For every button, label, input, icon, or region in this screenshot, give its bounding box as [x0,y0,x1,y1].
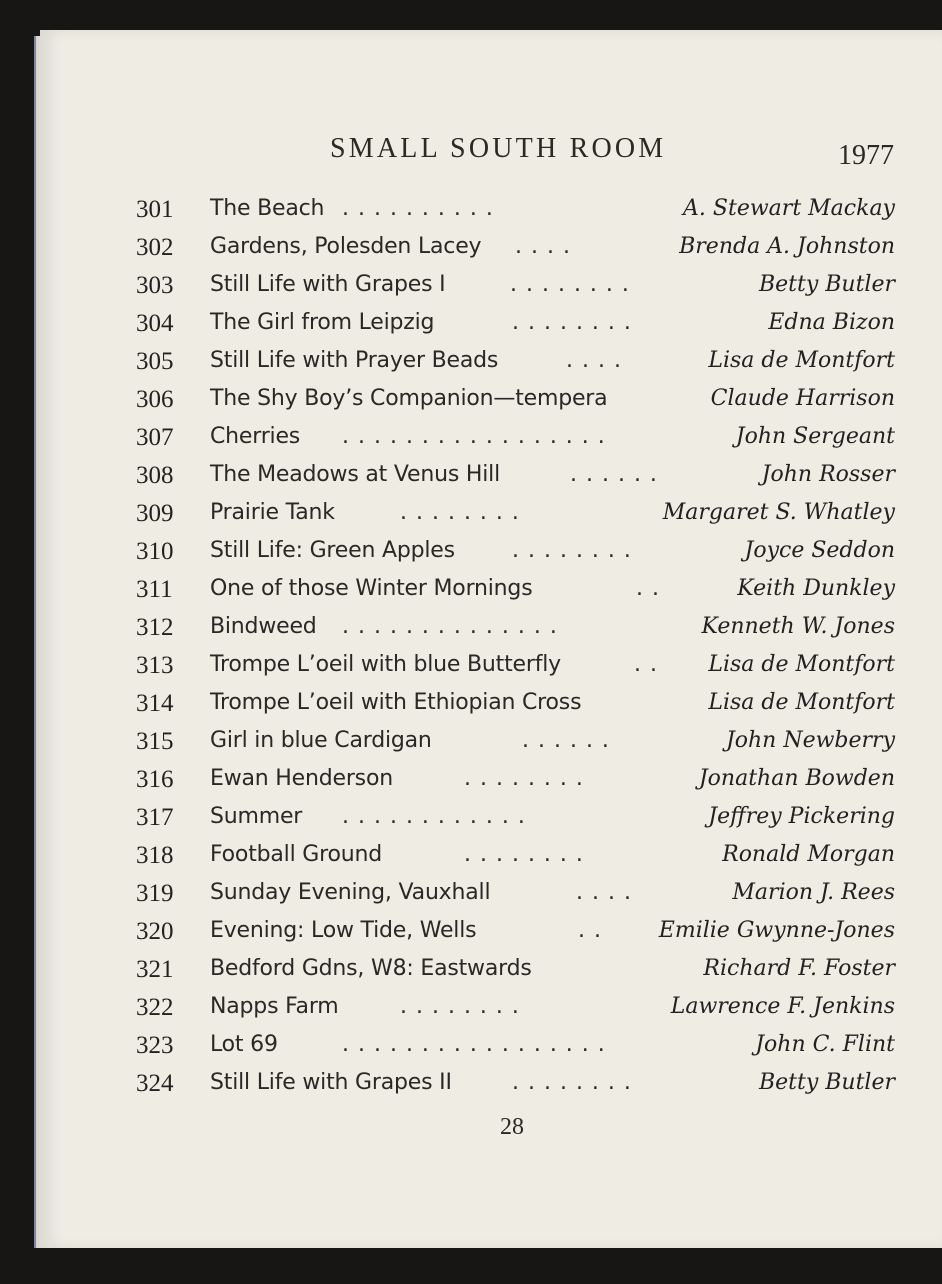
entry-number: 314 [136,690,174,717]
entry-number: 302 [136,234,174,261]
entry-artist: Claude Harrison [710,386,895,411]
entry-number: 323 [136,1032,174,1059]
entry-artist: Betty Butler [758,1070,895,1095]
catalogue-entry [0,272,942,310]
dot-leaders: . . . . . . . . [512,310,632,335]
dot-leaders: . . [578,918,602,943]
catalogue-entry [0,728,942,766]
dot-leaders: . . . . . . [522,728,610,753]
entry-artist: Keith Dunkley [737,576,895,601]
entry-artist: Jonathan Bowden [698,766,895,791]
dot-leaders: . . . . . . . . [400,500,520,525]
catalogue-entry [0,1070,942,1108]
catalogue-entry [0,196,942,234]
dot-leaders: . . . . . . . . . . . . [342,804,526,829]
catalogue-entry [0,652,942,690]
catalogue-entry [0,766,942,804]
dot-leaders: . . [636,576,660,601]
entry-title: Still Life: Green Apples [210,538,455,563]
entry-number: 303 [136,272,174,299]
entry-title: Ewan Henderson [210,766,393,791]
entry-title: Still Life with Prayer Beads [210,348,499,373]
dot-leaders: . . . . . . . . . . [342,196,494,221]
catalogue-entry [0,804,942,842]
entry-artist: Lisa de Montfort [708,652,895,677]
entry-artist: Brenda A. Johnston [679,234,895,259]
catalogue-entry [0,538,942,576]
catalogue-entry [0,880,942,918]
dot-leaders: . . [634,652,658,677]
entry-number: 313 [136,652,174,679]
entry-number: 305 [136,348,174,375]
dot-leaders: . . . . [576,880,632,905]
dot-leaders: . . . . [566,348,622,373]
catalogue-entry [0,842,942,880]
entry-title: Summer [210,804,303,829]
entry-number: 306 [136,386,174,413]
entry-number: 304 [136,310,174,337]
entry-title: The Meadows at Venus Hill [210,462,500,487]
catalogue-entry [0,500,942,538]
entry-number: 309 [136,500,174,527]
entry-title: Girl in blue Cardigan [210,728,432,753]
entry-artist: John Rosser [761,462,895,487]
dot-leaders: . . . . . . . . [464,766,584,791]
dot-leaders: . . . . . . . . . . . . . . [342,614,558,639]
entry-number: 301 [136,196,174,223]
entry-artist: Ronald Morgan [722,842,895,867]
entry-title: Napps Farm [210,994,339,1019]
entry-title: Trompe L’oeil with blue Butterfly [210,652,561,677]
entry-number: 316 [136,766,174,793]
dot-leaders: . . . . . . . . . . . . . . . . . [342,424,606,449]
catalogue-entry [0,956,942,994]
entry-artist: Margaret S. Whatley [662,500,895,525]
entry-number: 310 [136,538,174,565]
entry-number: 311 [136,576,173,603]
entry-title: Bedford Gdns, W8: Eastwards [210,956,532,981]
entry-artist: John C. Flint [755,1032,895,1057]
entry-number: 308 [136,462,174,489]
entry-title: The Girl from Leipzig [210,310,435,335]
catalogue-year: 1977 [838,140,894,171]
entry-artist: Emilie Gwynne-Jones [658,918,895,943]
entry-title: The Beach [210,196,325,221]
catalogue-entry [0,462,942,500]
entry-artist: A. Stewart Mackay [683,196,895,221]
entry-number: 322 [136,994,174,1021]
entry-title: Gardens, Polesden Lacey [210,234,482,259]
catalogue-entry [0,994,942,1032]
entry-title: Still Life with Grapes I [210,272,446,297]
entry-artist: John Sergeant [735,424,895,449]
entry-artist: Lisa de Montfort [708,690,895,715]
entry-title: Evening: Low Tide, Wells [210,918,477,943]
entry-title: Cherries [210,424,301,449]
entry-number: 320 [136,918,174,945]
dot-leaders: . . . . . . . . [400,994,520,1019]
catalogue-entry [0,576,942,614]
dot-leaders: . . . . . . . . [464,842,584,867]
catalogue-entry [0,1032,942,1070]
entry-number: 307 [136,424,174,451]
entry-artist: Betty Butler [758,272,895,297]
entry-artist: Kenneth W. Jones [701,614,895,639]
entry-artist: John Newberry [725,728,895,753]
dot-leaders: . . . . [515,234,571,259]
entry-number: 321 [136,956,174,983]
page-number: 28 [500,1114,524,1140]
catalogue-entry [0,234,942,272]
dot-leaders: . . . . . . . . [512,538,632,563]
entry-number: 315 [136,728,174,755]
dot-leaders: . . . . . . . . [510,272,630,297]
entry-artist: Lawrence F. Jenkins [670,994,895,1019]
entry-number: 317 [136,804,174,831]
entry-number: 319 [136,880,174,907]
room-title: SMALL SOUTH ROOM [330,133,667,164]
catalogue-entry [0,386,942,424]
dot-leaders: . . . . . . . . . . . . . . . . . [342,1032,606,1057]
entry-title: Lot 69 [210,1032,278,1057]
entry-artist: Richard F. Foster [703,956,895,981]
entry-title: Prairie Tank [210,500,335,525]
entry-number: 312 [136,614,174,641]
catalogue-entry [0,310,942,348]
entry-title: One of those Winter Mornings [210,576,533,601]
entry-number: 324 [136,1070,174,1097]
catalogue-entry [0,918,942,956]
entry-artist: Lisa de Montfort [708,348,895,373]
entry-artist: Joyce Seddon [744,538,895,563]
entry-artist: Jeffrey Pickering [708,804,895,829]
dot-leaders: . . . . . . . . [512,1070,632,1095]
entry-title: Trompe L’oeil with Ethiopian Cross [210,690,582,715]
catalogue-entry [0,424,942,462]
catalogue-entry [0,690,942,728]
entry-number: 318 [136,842,174,869]
entry-artist: Marion J. Rees [732,880,895,905]
entry-title: Football Ground [210,842,383,867]
entry-title: Bindweed [210,614,317,639]
dot-leaders: . . . . . . [570,462,658,487]
catalogue-entry [0,348,942,386]
entry-title: Sunday Evening, Vauxhall [210,880,491,905]
entry-title: Still Life with Grapes II [210,1070,452,1095]
entry-artist: Edna Bizon [768,310,895,335]
catalogue-entry [0,614,942,652]
entry-title: The Shy Boy’s Companion—tempera [210,386,608,411]
